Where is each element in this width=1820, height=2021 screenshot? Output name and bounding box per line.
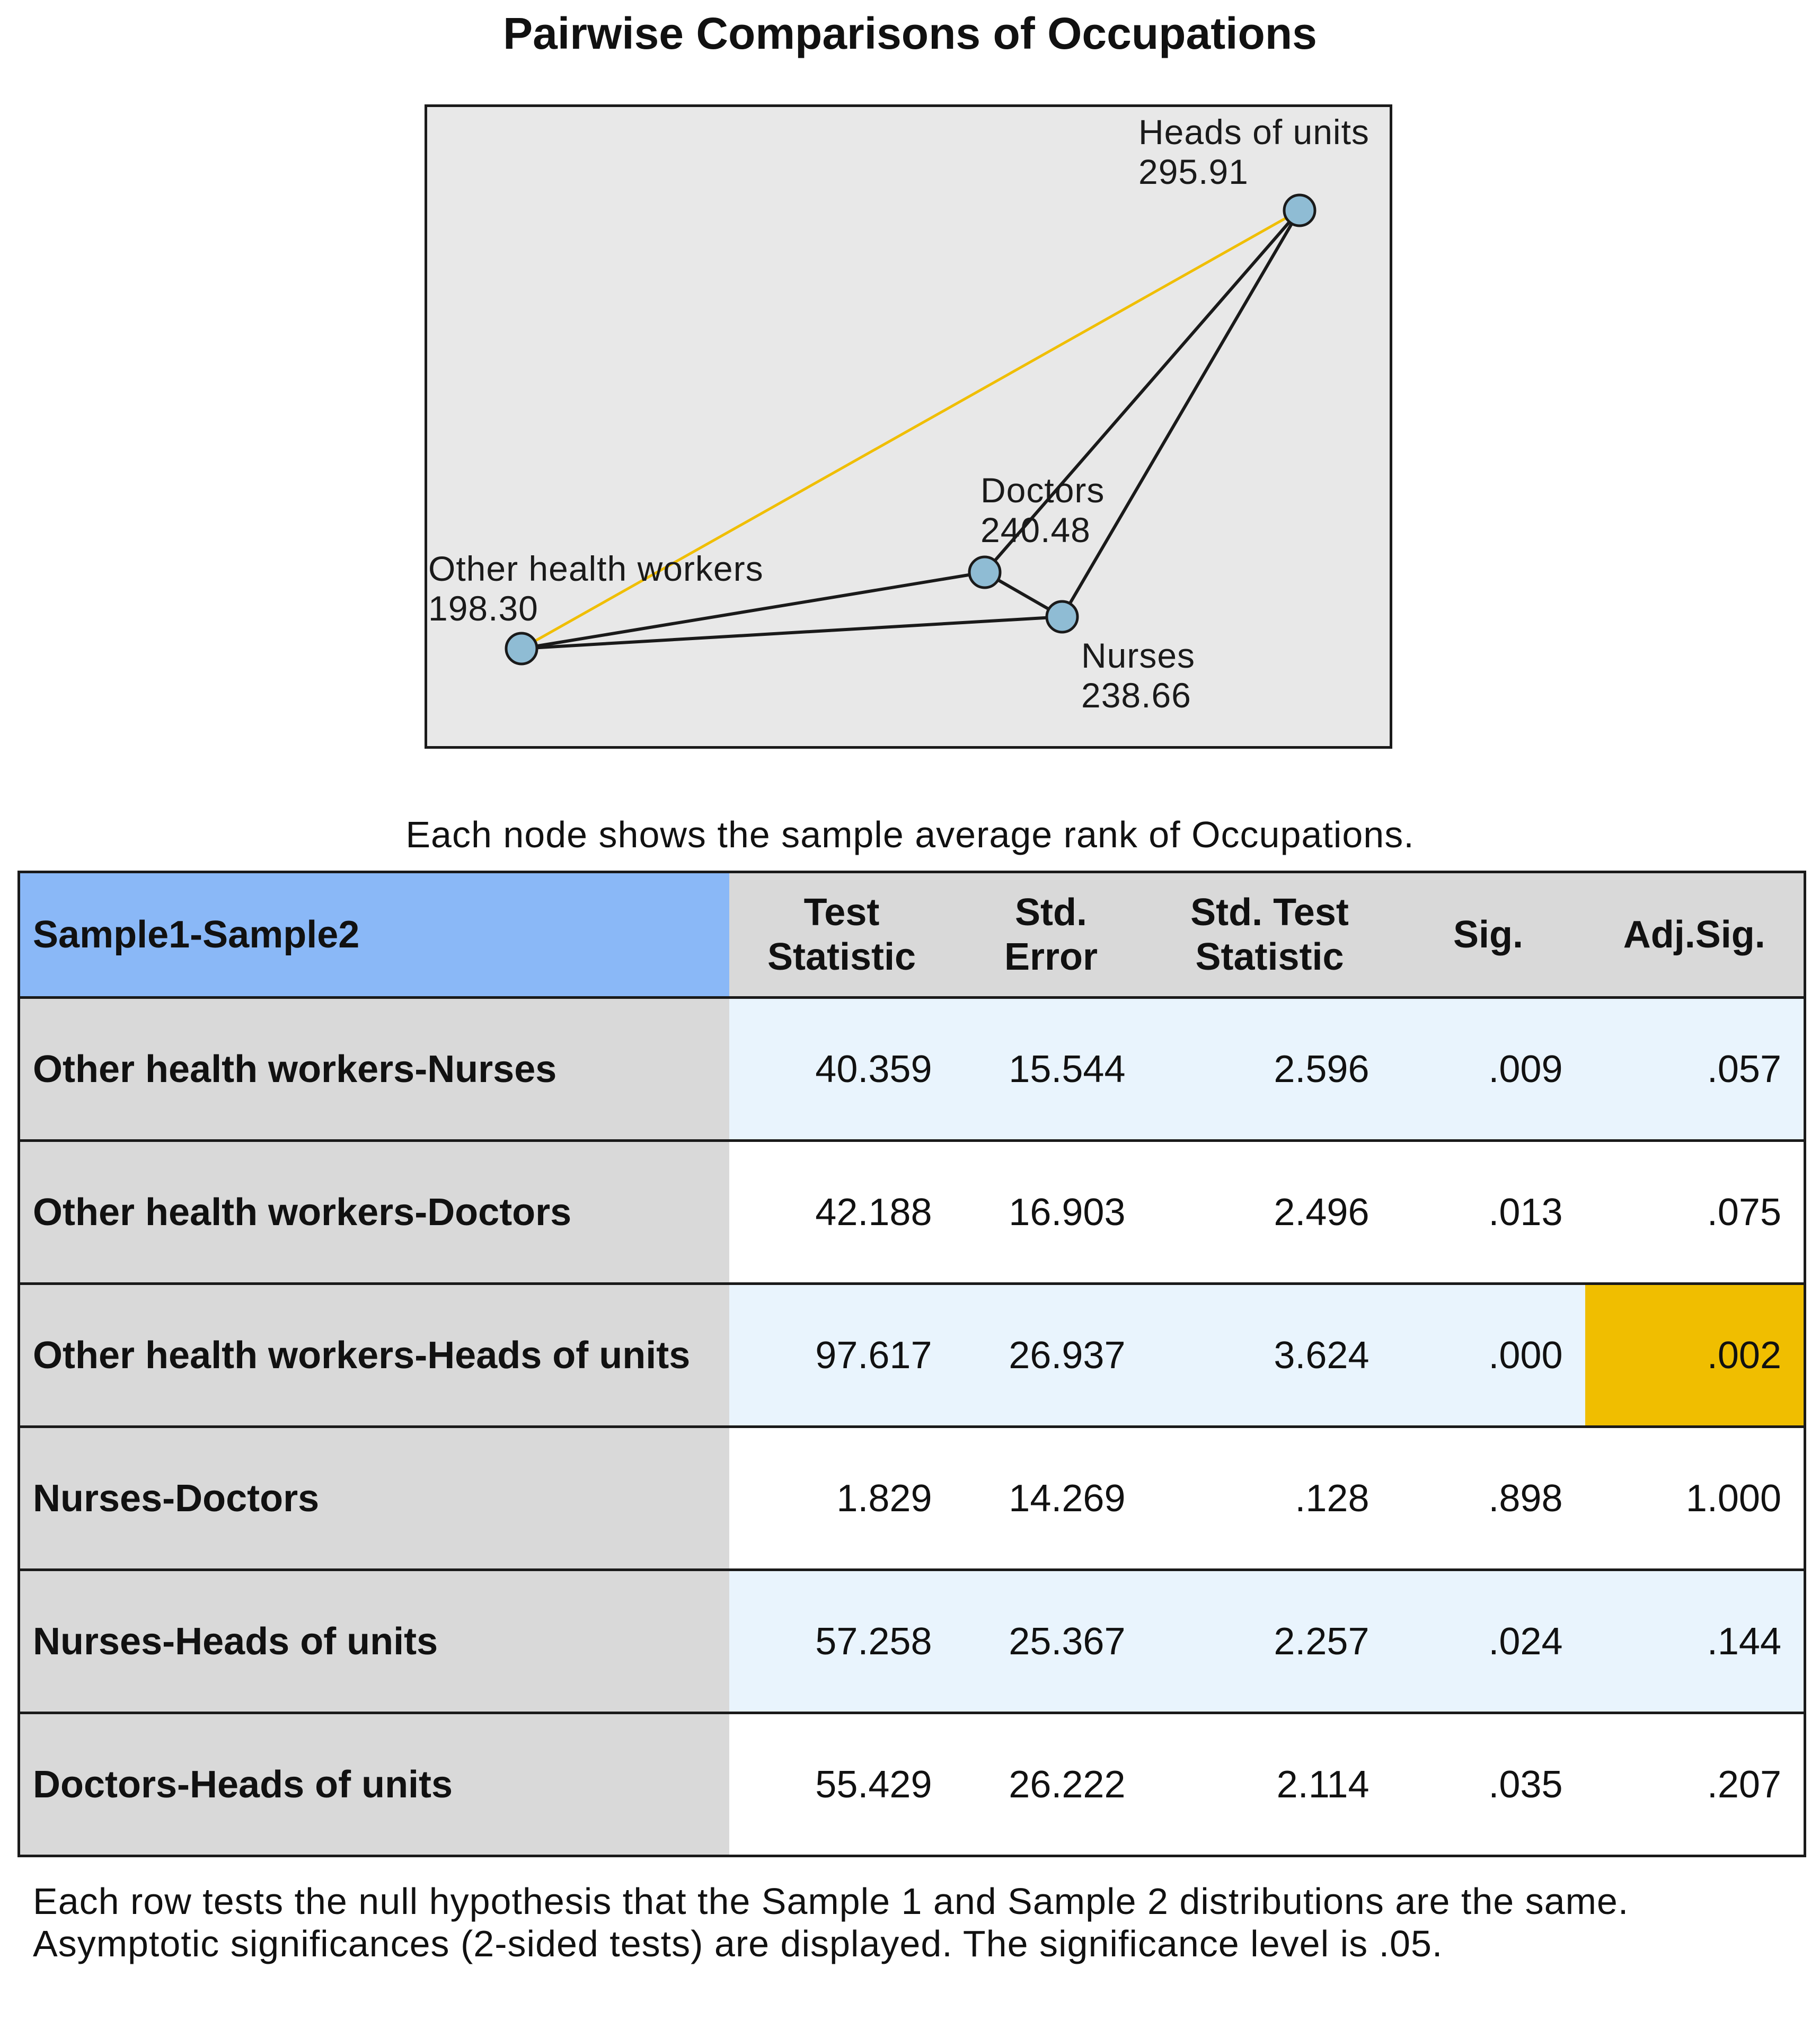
node-other — [506, 633, 537, 664]
sig-cell: .013 — [1392, 1141, 1585, 1284]
test-statistic-cell: 97.617 — [729, 1284, 955, 1427]
col-header-sig: Sig. — [1392, 872, 1585, 998]
col-header-std-error-text: Std. Error — [1004, 891, 1098, 978]
std-test-statistic-cell: 2.496 — [1148, 1141, 1392, 1284]
table-row — [19, 998, 1805, 1141]
pair-cell: Other health workers-Nurses — [19, 998, 729, 1141]
pair-cell: Other health workers-Heads of units — [19, 1284, 729, 1427]
test-statistic-cell: 40.359 — [729, 998, 955, 1141]
test-statistic-cell: 42.188 — [729, 1141, 955, 1284]
node-rank-heads: 295.91 — [1138, 152, 1249, 191]
adj-sig-cell: .057 — [1585, 998, 1805, 1141]
pair-cell: Doctors-Heads of units — [19, 1713, 729, 1856]
node-doctors — [969, 557, 1000, 588]
col-header-std-error — [955, 872, 1148, 998]
node-rank-nurses: 238.66 — [1081, 676, 1191, 715]
sig-cell: .898 — [1392, 1427, 1585, 1570]
node-label-heads: Heads of units — [1138, 112, 1370, 152]
col-header-test-statistic — [729, 872, 955, 998]
std-test-statistic-cell: 2.257 — [1148, 1570, 1392, 1713]
sig-cell: .009 — [1392, 998, 1585, 1141]
pair-cell: Other health workers-Doctors — [19, 1141, 729, 1284]
std-test-statistic-cell: 2.114 — [1148, 1713, 1392, 1856]
node-rank-other: 198.30 — [428, 589, 538, 628]
table-row — [19, 1570, 1805, 1713]
sig-cell: .000 — [1392, 1284, 1585, 1427]
adj-sig-cell: .207 — [1585, 1713, 1805, 1856]
adj-sig-cell: .002 — [1585, 1284, 1805, 1427]
col-header-sample-pair: Sample1-Sample2 — [19, 872, 729, 998]
node-label-other: Other health workers — [428, 549, 764, 588]
table-row — [19, 1713, 1805, 1856]
std-error-cell: 14.269 — [955, 1427, 1148, 1570]
pairwise-results-table — [17, 871, 1806, 1857]
footnote-significance: Asymptotic significances (2-sided tests) are displayed. The significance level is .05. — [33, 1923, 1443, 1964]
test-statistic-cell: 57.258 — [729, 1570, 955, 1713]
table-row — [19, 1284, 1805, 1427]
test-statistic-cell: 1.829 — [729, 1427, 955, 1570]
std-error-cell: 16.903 — [955, 1141, 1148, 1284]
table-row — [19, 1141, 1805, 1284]
node-rank-doctors: 240.48 — [980, 510, 1091, 549]
std-test-statistic-cell: .128 — [1148, 1427, 1392, 1570]
col-header-std-test-statistic — [1148, 872, 1392, 998]
col-header-adj-sig: Adj.Sig. — [1585, 872, 1805, 998]
footnotes — [33, 1880, 1782, 1965]
sig-cell: .024 — [1392, 1570, 1585, 1713]
edge-other-nurses — [522, 617, 1062, 649]
std-error-cell: 26.937 — [955, 1284, 1148, 1427]
col-header-std-test-statistic-text: Std. Test Statistic — [1190, 891, 1349, 978]
table-body — [19, 998, 1805, 1856]
std-error-cell: 15.544 — [955, 998, 1148, 1141]
table-header-row — [19, 872, 1805, 998]
sig-cell: .035 — [1392, 1713, 1585, 1856]
node-label-nurses: Nurses — [1081, 636, 1196, 675]
table-row — [19, 1427, 1805, 1570]
graph-caption: Each node shows the sample average rank of Occupations. — [405, 814, 1415, 855]
col-header-test-statistic-text: Test Statistic — [767, 891, 916, 978]
adj-sig-cell: .144 — [1585, 1570, 1805, 1713]
node-label-doctors: Doctors — [980, 471, 1105, 510]
pair-cell: Nurses-Heads of units — [19, 1570, 729, 1713]
adj-sig-cell: .075 — [1585, 1141, 1805, 1284]
node-heads — [1284, 195, 1315, 226]
graph-labels — [428, 112, 1370, 715]
chart-title: Pairwise Comparisons of Occupations — [503, 8, 1317, 58]
std-error-cell: 26.222 — [955, 1713, 1148, 1856]
footnote-null-hypothesis: Each row tests the null hypothesis that the Sample 1 and Sample 2 distributions are the same. — [33, 1881, 1629, 1922]
test-statistic-cell: 55.429 — [729, 1713, 955, 1856]
pairwise-graph — [0, 0, 1820, 795]
std-test-statistic-cell: 3.624 — [1148, 1284, 1392, 1427]
edge-nurses-heads — [1062, 210, 1300, 617]
adj-sig-cell: 1.000 — [1585, 1427, 1805, 1570]
std-test-statistic-cell: 2.596 — [1148, 998, 1392, 1141]
std-error-cell: 25.367 — [955, 1570, 1148, 1713]
pair-cell: Nurses-Doctors — [19, 1427, 729, 1570]
node-nurses — [1047, 601, 1077, 632]
